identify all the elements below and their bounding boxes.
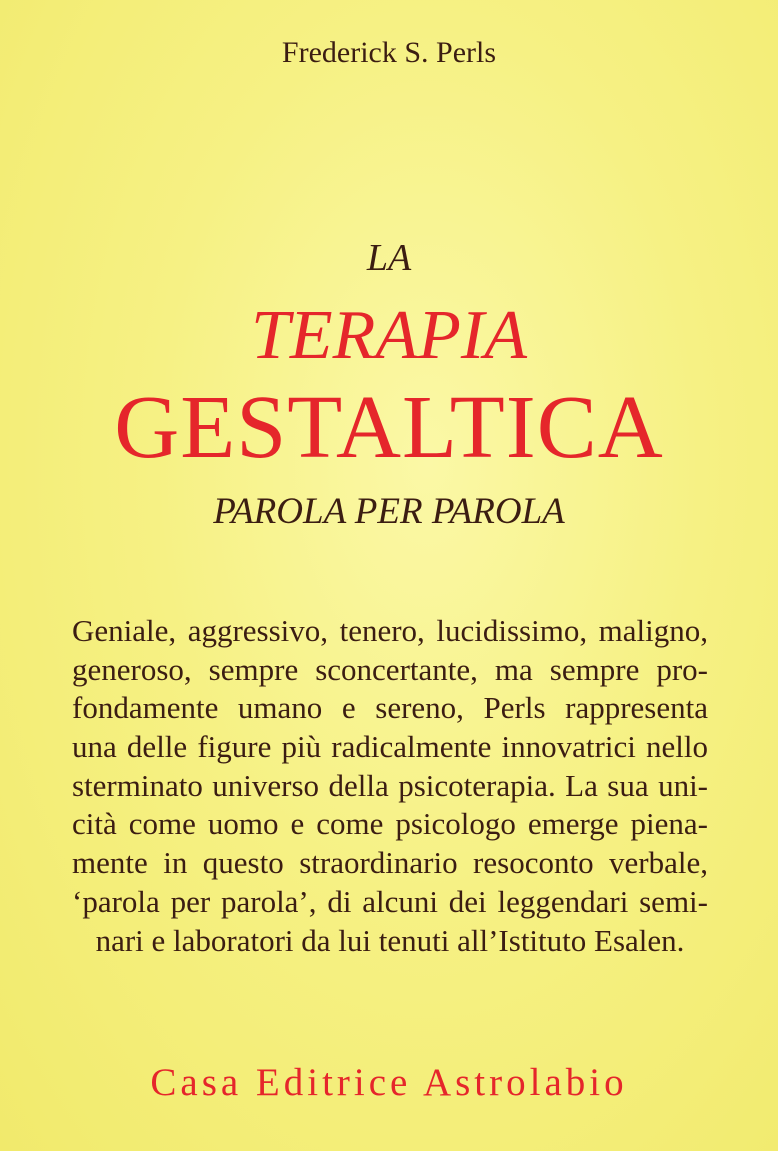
publisher: Casa Editrice Astrolabio: [150, 1061, 628, 1104]
blurb: [72, 612, 708, 960]
title-line-2: GESTALTICA: [114, 378, 664, 477]
blurb-line: cità come uomo e come psicologo emerge piena-: [72, 806, 708, 842]
blurb-line: Geniale, aggressivo, tenero, lucidissimo, maligno,: [72, 613, 708, 648]
blurb-line: mente in questo straordinario resoconto verbale,: [72, 845, 708, 881]
author-name: Frederick S. Perls: [281, 36, 497, 69]
title-article: LA: [366, 237, 412, 279]
blurb-line: ‘parola per parola’, di alcuni dei leggendari semi-: [72, 883, 708, 919]
blurb-line: sterminato universo della psicoterapia. La sua uni-: [72, 767, 708, 803]
title-line-1: TERAPIA: [250, 297, 528, 374]
blurb-line: nari e laboratori da lui tenuti all’Istituto Esalen.: [95, 922, 685, 958]
blurb-line: fondamente umano e sereno, Perls rappresenta: [72, 690, 708, 726]
blurb-line: generoso, sempre sconcertante, ma sempre pro-: [72, 651, 708, 687]
blurb-line: una delle figure più radicalmente innovatrici nello: [72, 729, 708, 765]
subtitle: PAROLA PER PAROLA: [213, 491, 565, 532]
